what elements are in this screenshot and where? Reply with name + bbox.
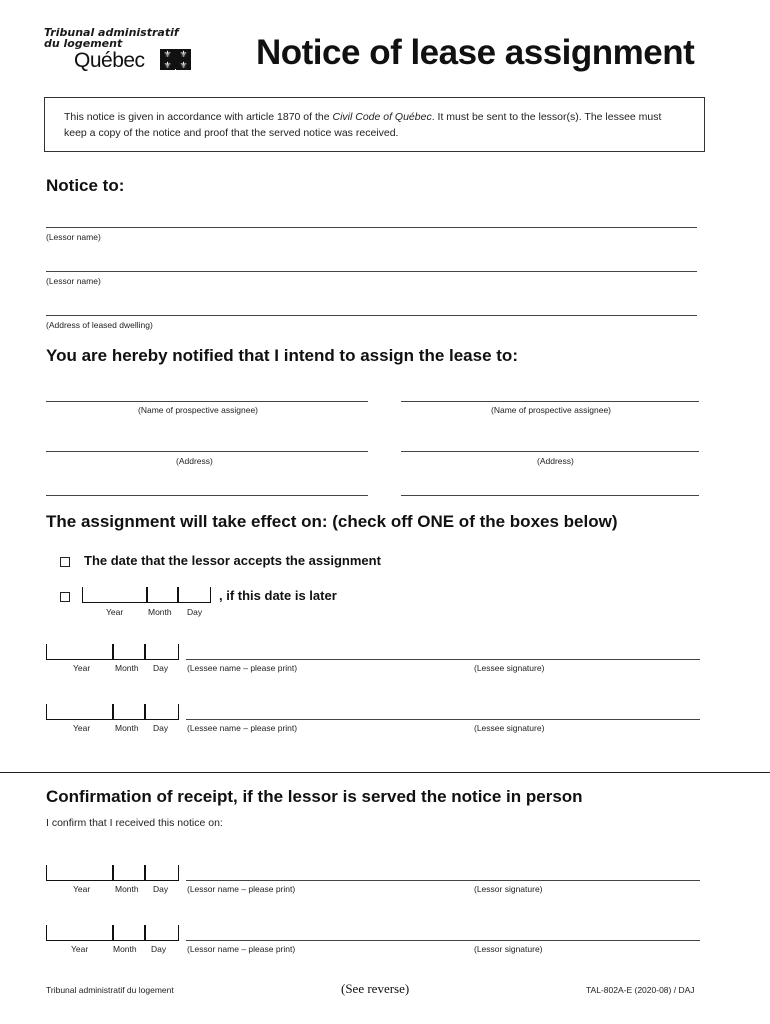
lessor-2-date-field[interactable] (46, 925, 179, 941)
footer-left: Tribunal administratif du logement (46, 985, 174, 995)
option-date-checkbox[interactable] (60, 592, 70, 602)
assignee-right-line (401, 401, 699, 402)
footer-see-reverse: (See reverse) (341, 981, 410, 996)
assignee-left-caption: (Name of prospective assignee) (138, 405, 259, 415)
lessor-name-1-line (46, 227, 697, 228)
lessor-2-name-caption: (Lessor name – please print) (187, 944, 296, 954)
option-accept-checkbox[interactable] (60, 557, 70, 567)
lessor-name-1-caption: (Lessor name) (46, 232, 101, 242)
effect-date-field[interactable] (82, 587, 211, 603)
lessor-1-day-caption: Day (153, 884, 169, 894)
lessee-1-year-caption: Year (73, 663, 91, 673)
lessor-name-2-line (46, 271, 697, 272)
lessee-1-signature-caption: (Lessee signature) (474, 663, 545, 673)
lessee-1-day-caption: Day (153, 663, 169, 673)
lessor-2-year-caption: Year (71, 944, 89, 954)
address-left-line-2 (46, 495, 368, 496)
logo-line2: du logement (44, 37, 123, 50)
lessor-1-signature-caption: (Lessor signature) (474, 884, 543, 894)
notice-to-heading: Notice to: (46, 176, 125, 195)
lessor-1-sign-line[interactable] (186, 880, 700, 881)
lessor-2-day-caption: Day (151, 944, 167, 954)
logo (44, 27, 204, 77)
lessor-1-month-caption: Month (115, 884, 139, 894)
lessee-2-month-caption: Month (115, 723, 139, 733)
lessor-1-date-field[interactable] (46, 865, 179, 881)
effect-day-caption: Day (187, 607, 203, 617)
confirmation-text: I confirm that I received this notice on: (46, 817, 223, 829)
address-right-line (401, 451, 699, 452)
lessee-2-day-caption: Day (153, 723, 169, 733)
lessee-2-date-field[interactable] (46, 704, 179, 720)
intro-text: This notice is given in accordance with article 1870 of the Civil Code of Québec. It must be sent to the lessor(s). The lessee must keep a copy of the notice and proof that the served notice was received. (64, 111, 662, 139)
lessee-1-date-field[interactable] (46, 644, 179, 660)
assignee-left-line (46, 401, 368, 402)
address-right-caption: (Address) (537, 456, 574, 466)
address-right-line-2 (401, 495, 699, 496)
address-left-caption: (Address) (176, 456, 213, 466)
option-date-label: , if this date is later (219, 588, 337, 603)
lessee-2-sign-line[interactable] (186, 719, 700, 720)
assign-heading: You are hereby notified that I intend to assign the lease to: (46, 346, 518, 365)
effect-heading: The assignment will take effect on: (check off ONE of the boxes below) (46, 512, 618, 531)
lessee-1-month-caption: Month (115, 663, 139, 673)
address-left-line (46, 451, 368, 452)
lessor-2-sign-line[interactable] (186, 940, 700, 941)
assignee-right-caption: (Name of prospective assignee) (491, 405, 612, 415)
effect-year-caption: Year (106, 607, 124, 617)
option-accept-label: The date that the lessor accepts the assignment (84, 553, 381, 568)
lessee-1-sign-line[interactable] (186, 659, 700, 660)
page-title: Notice of lease assignment (256, 33, 695, 72)
lessor-1-year-caption: Year (73, 884, 91, 894)
confirmation-heading: Confirmation of receipt, if the lessor is served the notice in person (46, 787, 583, 806)
address-line (46, 315, 697, 316)
lessee-2-name-caption: (Lessee name – please print) (187, 723, 298, 733)
lessor-1-name-caption: (Lessor name – please print) (187, 884, 296, 894)
intro-notice-box (44, 97, 705, 152)
lessee-2-year-caption: Year (73, 723, 91, 733)
lessee-2-signature-caption: (Lessee signature) (474, 723, 545, 733)
logo-line1: Tribunal administratif (44, 26, 179, 39)
lessor-2-signature-caption: (Lessor signature) (474, 944, 543, 954)
address-caption: (Address of leased dwelling) (46, 320, 153, 330)
effect-month-caption: Month (148, 607, 172, 617)
lessee-1-name-caption: (Lessee name – please print) (187, 663, 298, 673)
logo-wordmark: Québec (74, 49, 145, 72)
section-divider (0, 772, 770, 773)
footer-form-code: TAL-802A-E (2020-08) / DAJ (586, 985, 695, 995)
lessor-2-month-caption: Month (113, 944, 137, 954)
lessor-name-2-caption: (Lessor name) (46, 276, 101, 286)
quebec-flag-icon: ⚜ ⚜ ⚜ ⚜ (160, 49, 191, 69)
